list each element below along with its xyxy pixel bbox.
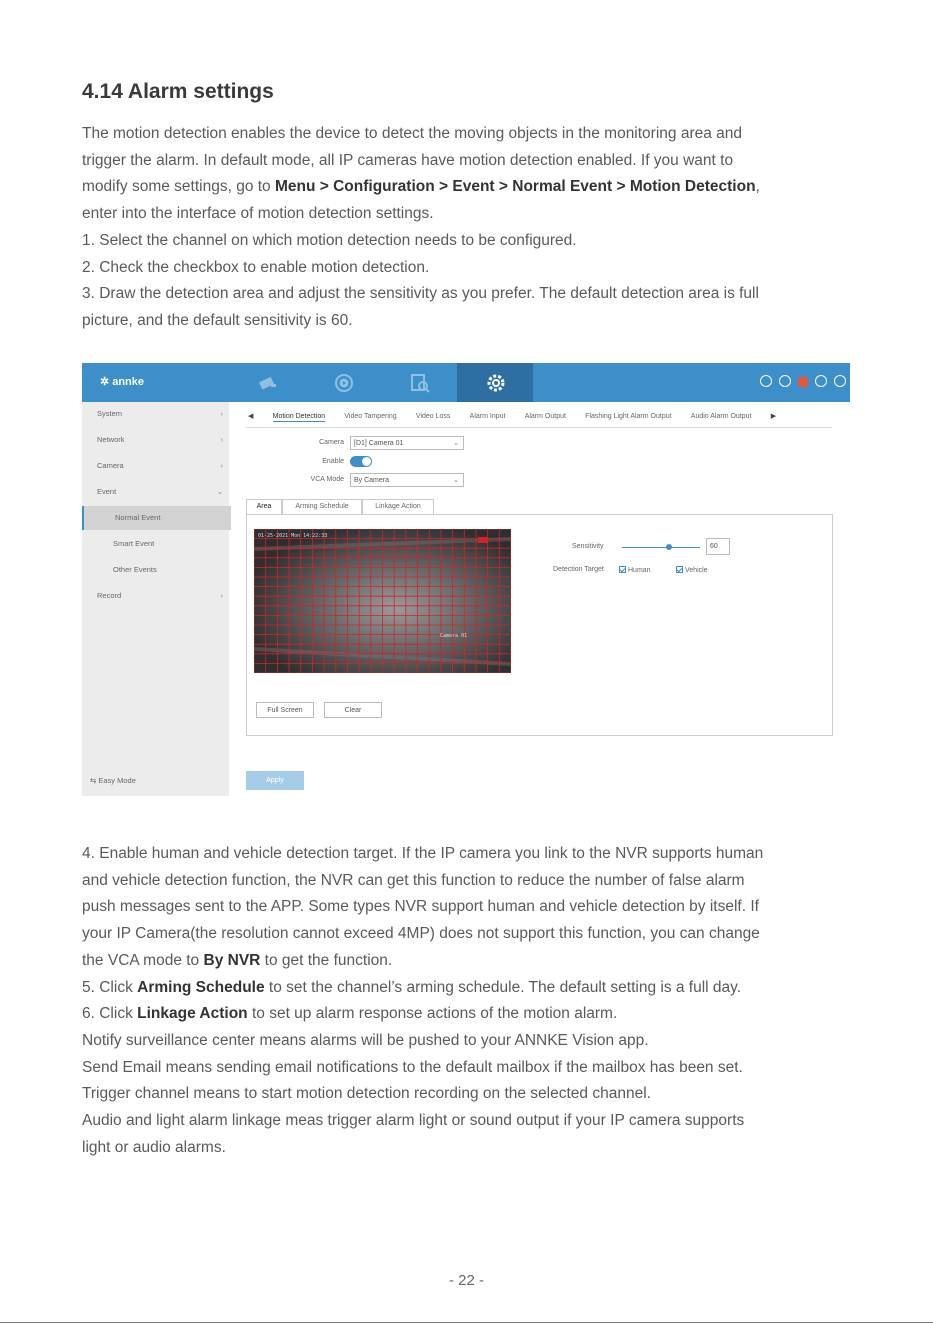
home-icon[interactable] xyxy=(779,375,791,387)
subtab-area[interactable]: Area xyxy=(246,499,282,514)
camera-select[interactable]: [D1] Camera 01 ⌄ xyxy=(350,436,464,450)
intro-line: 1. Select the channel on which motion detection needs to be configured. xyxy=(82,231,577,249)
intro-line: trigger the alarm. In default mode, all IP cameras have motion detection enabled. If you want to xyxy=(82,151,734,169)
tab-next-arrow-icon[interactable]: ▶ xyxy=(770,413,777,420)
intro-line: picture, and the default sensitivity is 60. xyxy=(82,311,353,329)
tab-alarm-input[interactable]: Alarm Input xyxy=(469,413,506,420)
steps-line: push messages sent to the APP. Some types NVR support human and vehicle detection by itself. If xyxy=(82,898,759,916)
tab-video-tampering[interactable]: Video Tampering xyxy=(344,413,397,420)
search-file-icon[interactable] xyxy=(381,363,457,402)
steps-line: light or audio alarms. xyxy=(82,1138,226,1156)
detection-grid[interactable] xyxy=(254,529,511,673)
sidebar xyxy=(82,402,229,796)
tab-video-loss[interactable]: Video Loss xyxy=(415,413,451,420)
enable-toggle[interactable] xyxy=(350,456,372,467)
detection-target-label: Detection Target xyxy=(553,566,604,573)
page-number: - 22 - xyxy=(448,1272,484,1289)
steps-line: Audio and light alarm linkage meas trigger alarm light or sound output if your IP camera supports xyxy=(82,1112,745,1130)
download-icon[interactable] xyxy=(815,375,827,387)
sidebar-item-event[interactable]: Event ⌄ xyxy=(97,487,223,496)
steps-line: your IP Camera(the resolution cannot exceed 4MP) does not support this function, you can change xyxy=(82,925,760,943)
alarm-icon[interactable] xyxy=(798,377,808,387)
video-camera-name: Camera 01 xyxy=(440,633,468,639)
event-tabs xyxy=(248,411,838,427)
page-bottom-rule xyxy=(0,1322,933,1323)
sensitivity-slider-handle[interactable] xyxy=(666,544,672,550)
top-nav-bar xyxy=(82,363,850,402)
subtab-arming-schedule[interactable]: Arming Schedule xyxy=(282,499,362,514)
camera-label: Camera xyxy=(319,439,344,446)
sidebar-item-record[interactable]: Record › xyxy=(97,591,223,600)
checkbox-checked-icon xyxy=(676,566,683,573)
settings-gear-icon[interactable] xyxy=(457,363,533,402)
info-icon[interactable] xyxy=(760,375,772,387)
steps-line: 5. Click Arming Schedule to set the channel’s arming schedule. The default setting is a full day. xyxy=(82,978,742,996)
clear-button[interactable]: Clear xyxy=(324,702,382,718)
steps-line: and vehicle detection function, the NVR can get this function to reduce the number of false alarm xyxy=(82,871,745,889)
intro-line: The motion detection enables the device to detect the moving objects in the monitoring area and xyxy=(82,125,743,142)
enable-label: Enable xyxy=(322,458,344,465)
steps-line: Send Email means sending email notifications to the default mailbox if the mailbox has been set. xyxy=(82,1058,743,1076)
subtab-linkage-action[interactable]: Linkage Action xyxy=(362,499,434,514)
tab-alarm-output[interactable]: Alarm Output xyxy=(524,413,566,420)
motion-area-video[interactable] xyxy=(254,529,511,673)
steps-text xyxy=(82,841,862,1161)
intro-line: 3. Draw the detection area and adjust the sensitivity as you prefer. The default detection area is full xyxy=(82,285,759,303)
intro-line: 2. Check the checkbox to enable motion detection. xyxy=(82,258,430,276)
playback-icon[interactable] xyxy=(305,363,381,402)
intro-text xyxy=(82,121,862,335)
apply-button[interactable]: Apply xyxy=(246,771,304,790)
sidebar-item-normal-event[interactable]: Normal Event xyxy=(82,506,231,530)
steps-line: 6. Click Linkage Action to set up alarm response actions of the motion alarm. xyxy=(82,1005,618,1023)
sidebar-item-other-events[interactable]: Other Events xyxy=(113,565,157,574)
steps-line: Notify surveillance center means alarms will be pushed to your ANNKE Vision app. xyxy=(82,1031,649,1049)
easy-mode-link[interactable]: ⇆ Easy Mode xyxy=(90,776,136,785)
tab-prev-arrow-icon[interactable]: ◀ xyxy=(248,413,254,420)
sensitivity-slider-track[interactable] xyxy=(622,547,700,548)
sidebar-item-smart-event[interactable]: Smart Event xyxy=(113,539,155,548)
tab-flashing-light-alarm-output[interactable]: Flashing Light Alarm Output xyxy=(585,413,672,420)
vca-mode-label: VCA Mode xyxy=(310,476,344,483)
live-view-camera-icon[interactable] xyxy=(229,363,305,402)
sidebar-item-system[interactable]: System › xyxy=(97,409,223,418)
sidebar-item-camera[interactable]: Camera › xyxy=(97,461,223,470)
steps-line: Trigger channel means to start motion detection recording on the selected channel. xyxy=(82,1085,651,1103)
video-timestamp: 01-25-2021 Mon 14:22:33 xyxy=(258,533,328,539)
sensitivity-input[interactable]: 60 xyxy=(706,538,730,555)
power-icon[interactable] xyxy=(834,375,846,387)
tabs-divider xyxy=(246,427,832,428)
steps-line: 4. Enable human and vehicle detection target. If the IP camera you link to the NVR supports human xyxy=(82,845,764,862)
human-checkbox[interactable]: Human xyxy=(619,566,651,574)
steps-line: the VCA mode to By NVR to get the function. xyxy=(82,951,393,969)
intro-line: modify some settings, go to Menu > Configuration > Event > Normal Event > Motion Detection, xyxy=(82,178,760,196)
tab-audio-alarm-output[interactable]: Audio Alarm Output xyxy=(690,413,752,420)
sensitivity-label: Sensitivity xyxy=(572,543,604,550)
full-screen-button[interactable]: Full Screen xyxy=(256,702,314,718)
nvr-screenshot xyxy=(82,363,850,796)
sidebar-item-network[interactable]: Network › xyxy=(97,435,223,444)
intro-line: enter into the interface of motion detection settings. xyxy=(82,205,434,223)
checkbox-checked-icon xyxy=(619,566,626,573)
toolbar-icons xyxy=(753,375,846,389)
annke-logo: ✲ annke xyxy=(100,376,145,388)
vehicle-checkbox[interactable]: Vehicle xyxy=(676,566,708,574)
vca-mode-select[interactable]: By Camera ⌄ xyxy=(350,473,464,487)
section-heading: 4.14 Alarm settings xyxy=(82,80,274,103)
tab-motion-detection[interactable]: Motion Detection xyxy=(272,413,326,420)
